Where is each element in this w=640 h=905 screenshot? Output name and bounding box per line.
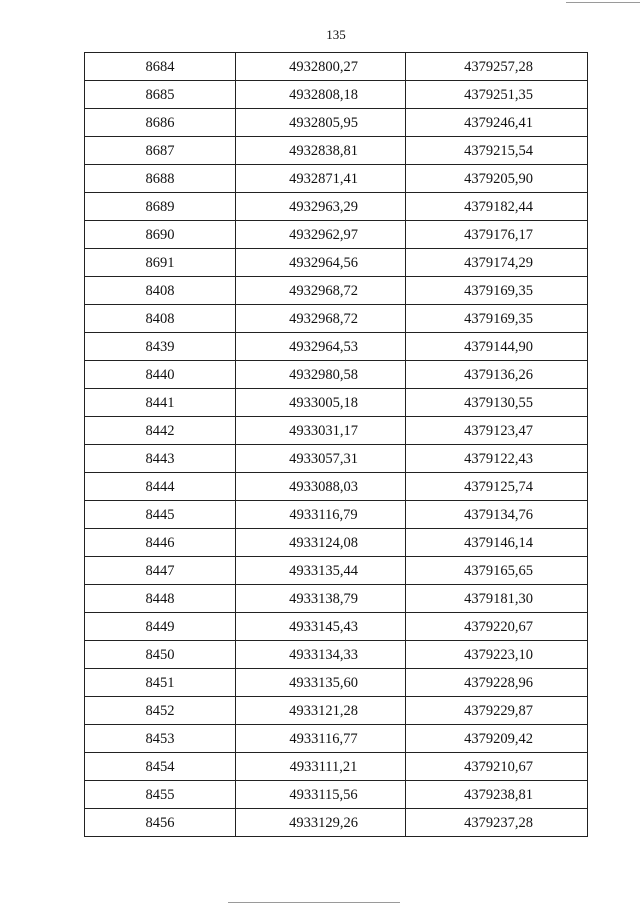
x-coordinate-cell: 4933088,03 <box>236 473 406 501</box>
table-row <box>85 193 588 221</box>
x-coordinate-cell: 4933129,26 <box>236 809 406 837</box>
table-row <box>85 585 588 613</box>
x-coordinate-cell: 4932805,95 <box>236 109 406 137</box>
x-coordinate-cell: 4932964,53 <box>236 333 406 361</box>
table-row <box>85 389 588 417</box>
x-coordinate-cell: 4933116,79 <box>236 501 406 529</box>
point-number-cell: 8447 <box>85 557 236 585</box>
table-row <box>85 333 588 361</box>
point-number-cell: 8690 <box>85 221 236 249</box>
point-number-cell: 8452 <box>85 697 236 725</box>
point-number-cell: 8449 <box>85 613 236 641</box>
point-number-cell: 8442 <box>85 417 236 445</box>
x-coordinate-cell: 4933135,44 <box>236 557 406 585</box>
y-coordinate-cell: 4379215,54 <box>406 137 588 165</box>
y-coordinate-cell: 4379182,44 <box>406 193 588 221</box>
x-coordinate-cell: 4933116,77 <box>236 725 406 753</box>
x-coordinate-cell: 4933111,21 <box>236 753 406 781</box>
x-coordinate-cell: 4933135,60 <box>236 669 406 697</box>
table-row <box>85 221 588 249</box>
table-row <box>85 361 588 389</box>
table-row <box>85 641 588 669</box>
point-number-cell: 8444 <box>85 473 236 501</box>
y-coordinate-cell: 4379125,74 <box>406 473 588 501</box>
x-coordinate-cell: 4932968,72 <box>236 305 406 333</box>
x-coordinate-cell: 4933145,43 <box>236 613 406 641</box>
x-coordinate-cell: 4932963,29 <box>236 193 406 221</box>
point-number-cell: 8451 <box>85 669 236 697</box>
y-coordinate-cell: 4379165,65 <box>406 557 588 585</box>
y-coordinate-cell: 4379146,14 <box>406 529 588 557</box>
y-coordinate-cell: 4379134,76 <box>406 501 588 529</box>
x-coordinate-cell: 4932800,27 <box>236 53 406 81</box>
point-number-cell: 8408 <box>85 277 236 305</box>
x-coordinate-cell: 4933134,33 <box>236 641 406 669</box>
point-number-cell: 8446 <box>85 529 236 557</box>
point-number-cell: 8445 <box>85 501 236 529</box>
bottom-edge-rule <box>228 902 400 903</box>
table-row <box>85 137 588 165</box>
y-coordinate-cell: 4379174,29 <box>406 249 588 277</box>
table-row <box>85 725 588 753</box>
y-coordinate-cell: 4379220,67 <box>406 613 588 641</box>
y-coordinate-cell: 4379238,81 <box>406 781 588 809</box>
y-coordinate-cell: 4379136,26 <box>406 361 588 389</box>
table-row <box>85 781 588 809</box>
coordinates-table <box>84 52 588 837</box>
x-coordinate-cell: 4933057,31 <box>236 445 406 473</box>
x-coordinate-cell: 4933005,18 <box>236 389 406 417</box>
y-coordinate-cell: 4379209,42 <box>406 725 588 753</box>
x-coordinate-cell: 4932871,41 <box>236 165 406 193</box>
x-coordinate-cell: 4933138,79 <box>236 585 406 613</box>
y-coordinate-cell: 4379176,17 <box>406 221 588 249</box>
point-number-cell: 8441 <box>85 389 236 417</box>
point-number-cell: 8685 <box>85 81 236 109</box>
x-coordinate-cell: 4933115,56 <box>236 781 406 809</box>
y-coordinate-cell: 4379130,55 <box>406 389 588 417</box>
x-coordinate-cell: 4932838,81 <box>236 137 406 165</box>
table-row <box>85 53 588 81</box>
point-number-cell: 8455 <box>85 781 236 809</box>
point-number-cell: 8687 <box>85 137 236 165</box>
x-coordinate-cell: 4933031,17 <box>236 417 406 445</box>
point-number-cell: 8450 <box>85 641 236 669</box>
table-row <box>85 277 588 305</box>
page-number: 135 <box>326 27 346 42</box>
table-row <box>85 305 588 333</box>
y-coordinate-cell: 4379169,35 <box>406 305 588 333</box>
y-coordinate-cell: 4379246,41 <box>406 109 588 137</box>
table-row <box>85 557 588 585</box>
point-number-cell: 8448 <box>85 585 236 613</box>
y-coordinate-cell: 4379229,87 <box>406 697 588 725</box>
y-coordinate-cell: 4379251,35 <box>406 81 588 109</box>
table-row <box>85 473 588 501</box>
point-number-cell: 8453 <box>85 725 236 753</box>
table-row <box>85 445 588 473</box>
y-coordinate-cell: 4379123,47 <box>406 417 588 445</box>
point-number-cell: 8440 <box>85 361 236 389</box>
point-number-cell: 8688 <box>85 165 236 193</box>
table-row <box>85 109 588 137</box>
table-row <box>85 753 588 781</box>
top-edge-rule <box>566 2 640 3</box>
table-row <box>85 613 588 641</box>
table-row <box>85 165 588 193</box>
y-coordinate-cell: 4379169,35 <box>406 277 588 305</box>
x-coordinate-cell: 4932962,97 <box>236 221 406 249</box>
table-row <box>85 669 588 697</box>
point-number-cell: 8689 <box>85 193 236 221</box>
y-coordinate-cell: 4379122,43 <box>406 445 588 473</box>
x-coordinate-cell: 4932980,58 <box>236 361 406 389</box>
x-coordinate-cell: 4932964,56 <box>236 249 406 277</box>
point-number-cell: 8443 <box>85 445 236 473</box>
point-number-cell: 8454 <box>85 753 236 781</box>
y-coordinate-cell: 4379237,28 <box>406 809 588 837</box>
point-number-cell: 8456 <box>85 809 236 837</box>
x-coordinate-cell: 4932808,18 <box>236 81 406 109</box>
table-row <box>85 249 588 277</box>
y-coordinate-cell: 4379210,67 <box>406 753 588 781</box>
table-row <box>85 501 588 529</box>
table-row <box>85 81 588 109</box>
y-coordinate-cell: 4379181,30 <box>406 585 588 613</box>
point-number-cell: 8439 <box>85 333 236 361</box>
y-coordinate-cell: 4379228,96 <box>406 669 588 697</box>
x-coordinate-cell: 4933121,28 <box>236 697 406 725</box>
table-row <box>85 809 588 837</box>
point-number-cell: 8408 <box>85 305 236 333</box>
y-coordinate-cell: 4379223,10 <box>406 641 588 669</box>
y-coordinate-cell: 4379257,28 <box>406 53 588 81</box>
point-number-cell: 8684 <box>85 53 236 81</box>
x-coordinate-cell: 4932968,72 <box>236 277 406 305</box>
table-row <box>85 529 588 557</box>
table-row <box>85 697 588 725</box>
point-number-cell: 8691 <box>85 249 236 277</box>
table-row <box>85 417 588 445</box>
coordinates-table-body <box>85 53 588 837</box>
point-number-cell: 8686 <box>85 109 236 137</box>
y-coordinate-cell: 4379144,90 <box>406 333 588 361</box>
x-coordinate-cell: 4933124,08 <box>236 529 406 557</box>
y-coordinate-cell: 4379205,90 <box>406 165 588 193</box>
